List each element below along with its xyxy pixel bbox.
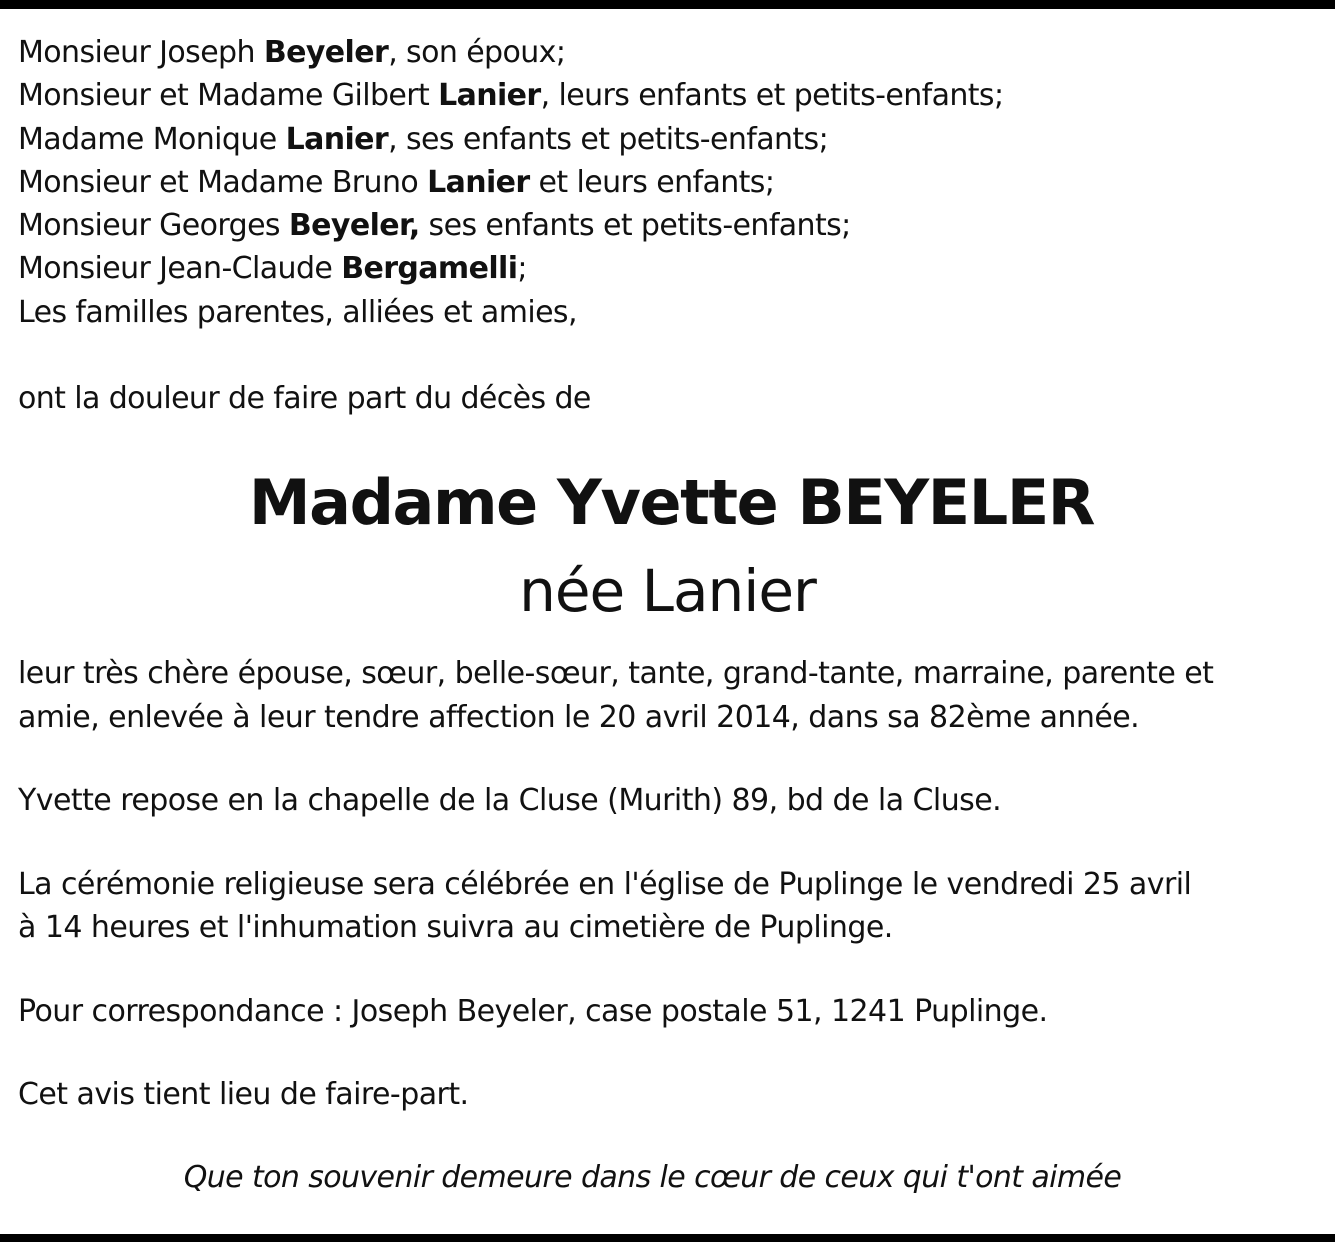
- surname: Bergamelli: [341, 251, 518, 287]
- surname: Lanier: [427, 164, 530, 200]
- paragraph-line: Yvette repose en la chapelle de la Cluse (Murith) 89, bd de la Cluse.: [18, 783, 1002, 818]
- paragraph-line: à 14 heures et l'inhumation suivra au cimetière de Puplinge.: [18, 910, 893, 945]
- paragraph-repose: [18, 779, 1318, 823]
- family-line: Madame Monique Lanier, ses enfants et petits-enfants;: [18, 121, 829, 157]
- top-border-rule: [0, 0, 1335, 9]
- closing-quote: Que ton souvenir demeure dans le cœur de ceux qui t'ont aimée: [183, 1160, 1122, 1195]
- maiden-name: née Lanier: [519, 557, 816, 625]
- family-line: Monsieur Jean-Claude Bergamelli;: [18, 251, 527, 287]
- family-line: Monsieur et Madame Bruno Lanier et leurs enfants;: [18, 164, 775, 200]
- paragraph-line: La cérémonie religieuse sera célébrée en l'église de Puplinge le vendredi 25 avril: [18, 866, 1192, 902]
- paragraph-correspondence: [18, 990, 1318, 1034]
- paragraph-line: amie, enlevée à leur tendre affection le 20 avril 2014, dans sa 82ème année.: [18, 699, 1140, 735]
- family-line: Monsieur et Madame Gilbert Lanier, leurs enfants et petits-enfants;: [18, 78, 1004, 114]
- paragraph-line: leur très chère épouse, sœur, belle-sœur, tante, grand-tante, marraine, parente et: [18, 656, 1214, 691]
- notice-body: [18, 652, 1318, 1117]
- surname: Lanier: [438, 78, 541, 114]
- paragraph-line: Pour correspondance : Joseph Beyeler, case postale 51, 1241 Puplinge.: [18, 993, 1048, 1029]
- announcement-text: ont la douleur de faire part du décès de: [18, 381, 591, 417]
- surname: Lanier: [285, 121, 389, 157]
- family-line: Monsieur Joseph Beyeler, son époux;: [18, 35, 566, 70]
- paragraph-line: Cet avis tient lieu de faire-part.: [18, 1077, 469, 1112]
- paragraph-ceremony: [18, 863, 1318, 950]
- paragraph-tribute: [18, 652, 1318, 739]
- family-list: [18, 31, 1318, 420]
- surname: Beyeler: [263, 35, 389, 70]
- family-line: Monsieur Georges Beyeler, ses enfants et petits-enfants;: [18, 208, 851, 244]
- families-closing: Les familles parentes, alliées et amies,: [18, 294, 577, 330]
- paragraph-notice: [18, 1073, 1318, 1117]
- surname: Beyeler,: [288, 208, 420, 244]
- deceased-name: Madame Yvette BEYELER: [248, 466, 1095, 539]
- bottom-border-rule: [0, 1234, 1335, 1242]
